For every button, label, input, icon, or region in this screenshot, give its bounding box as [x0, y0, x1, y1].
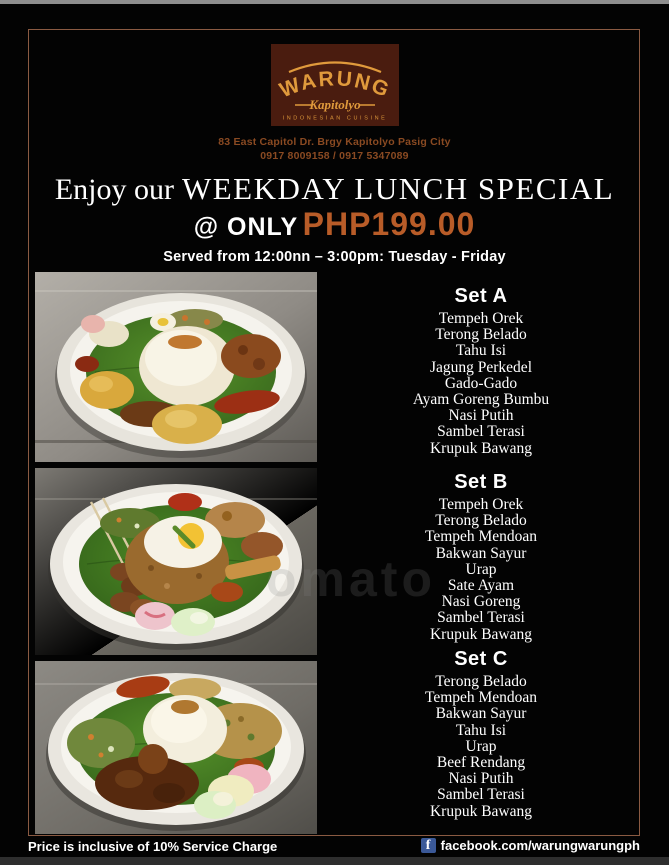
menu-item: Nasi Goreng	[441, 593, 521, 611]
logo-brand-text: WARUNG	[276, 67, 394, 103]
price-prefix: @ ONLY	[193, 213, 299, 241]
menu-item: Urap	[465, 560, 497, 578]
menu-item: Terong Belado	[435, 673, 527, 690]
menu-item: Terong Belado	[435, 512, 527, 530]
menu-item: Gado-Gado	[444, 374, 518, 392]
headline-prefix: Enjoy our	[54, 173, 174, 206]
menu-item: Jagung Perkedel	[429, 358, 532, 376]
window-bottom-edge	[0, 857, 669, 865]
menu-item: Tempeh Orek	[438, 496, 524, 513]
menu-item: Nasi Putih	[448, 407, 514, 425]
menu-item: Bakwan Sayur	[435, 705, 527, 723]
menu-item: Terong Belado	[435, 326, 527, 344]
set-a-title: Set A	[454, 285, 508, 307]
menu-item: Sambel Terasi	[437, 786, 525, 804]
set-a-items	[322, 311, 640, 457]
menu-item: Krupuk Bawang	[429, 439, 533, 457]
set-c-photo	[35, 661, 317, 834]
brand-logo	[271, 44, 399, 126]
set-c-title: Set C	[454, 648, 508, 670]
menu-item: Tempeh Orek	[438, 310, 524, 327]
menu-item: Tempeh Mendoan	[424, 528, 538, 546]
menu-item: Urap	[465, 737, 497, 755]
logo-tagline-text: INDONESIAN CUISINE	[282, 115, 388, 122]
menu-item: Sambel Terasi	[437, 423, 525, 441]
schedule-text: Served from 12:00nn – 3:00pm: Tuesday - Friday	[163, 249, 506, 265]
menu-item: Tahu Isi	[455, 342, 507, 360]
set-b-title: Set B	[454, 471, 508, 493]
facebook-url-text: facebook.com/warungwarungph	[440, 838, 640, 853]
price-value: PHP199.00	[302, 206, 476, 242]
menu-item: Beef Rendang	[436, 754, 526, 772]
facebook-icon: f	[421, 838, 436, 853]
photo-watermark: omato	[266, 551, 436, 607]
window-top-edge	[0, 0, 669, 4]
price-line	[0, 206, 669, 243]
menu-item: Tahu Isi	[455, 721, 507, 739]
set-a-photo	[35, 272, 317, 462]
menu-item: Sate Ayam	[447, 577, 515, 595]
headline-main: WEEKDAY LUNCH SPECIAL	[181, 171, 615, 206]
menu-item: Krupuk Bawang	[429, 625, 533, 643]
address-block	[0, 135, 669, 163]
address-line: 83 East Capitol Dr. Brgy Kapitolyo Pasig City	[218, 136, 451, 148]
menu-item: Bakwan Sayur	[435, 544, 527, 562]
facebook-link[interactable]	[421, 838, 640, 853]
set-c-items	[322, 674, 640, 820]
warung-logo-graphic	[271, 44, 399, 126]
headline	[0, 171, 669, 207]
menu-item: Krupuk Bawang	[429, 802, 533, 820]
set-a-section	[322, 284, 640, 457]
service-charge-note: Price is inclusive of 10% Service Charge	[28, 839, 278, 854]
menu-item: Sambel Terasi	[437, 609, 525, 627]
set-c-section	[322, 647, 640, 820]
menu-item: Ayam Goreng Bumbu	[412, 391, 550, 409]
menu-item: Tempeh Mendoan	[424, 689, 538, 707]
menu-item: Nasi Putih	[448, 770, 514, 788]
logo-subbrand-text: Kapitolyo	[309, 97, 361, 112]
phone-line: 0917 8009158 / 0917 5347089	[260, 150, 409, 162]
